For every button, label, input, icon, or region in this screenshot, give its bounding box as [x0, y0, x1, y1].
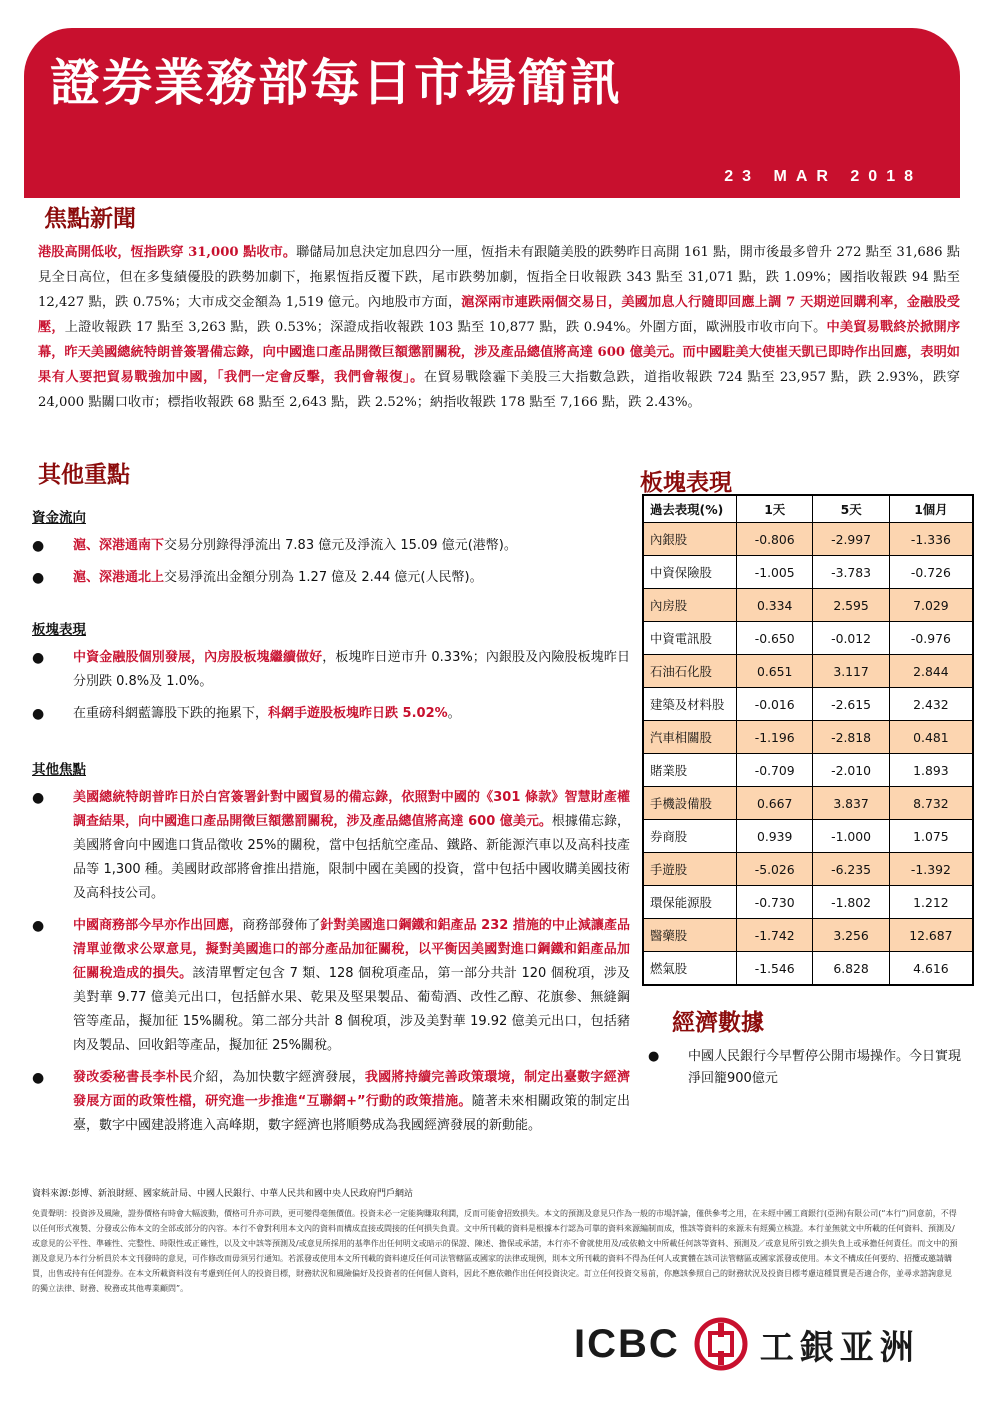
bullet-icon: ●	[32, 538, 45, 554]
highlight-text: 我國將持續完善政策環境，制定出臺數字經濟發展方面的政策性檔，研究進一步推進“互聯網+”行動的政策措施。	[73, 1070, 630, 1109]
section-label: 其他焦點	[32, 762, 86, 778]
sector-value: 2.432	[889, 688, 973, 721]
section-other-focus	[32, 758, 630, 1146]
report-date: 23 MAR 2018	[724, 168, 922, 185]
highlight-text: 發改委秘書長李朴民	[73, 1070, 193, 1085]
sector-name: 汽車相關股	[643, 721, 737, 754]
bullet-item	[32, 702, 630, 726]
disclaimer: 免責聲明：投資涉及風險，證券價格有時會大幅波動，價格可升亦可跌，更可變得毫無價值。投資未必一定能夠賺取利潤，反而可能會招致損失。本文的預測及意見只作為一般的市場評論，僅供參考之用，在未經中國工商銀行(亞洲)有限公司(“本行”)同意前，不得以任何形式複製、分發或公佈本文的全部或部分的內容。本行不會對利用本文內的資料而構成直接或間接的任何損失負責。文中所刊載的資料是根據本行認為可靠的資料來源編制而成，惟該等資料的來源未有經獨立核證。本行並無就文中所載的任何資料、預測及/或意見的公平性、準確性、完整性、時限性或正確性，以及文中該等預測及/或意見所採用的基準作出任何明文或暗示的保證、陳述、擔保或承諾，本行亦不會就使用及/或依賴文中所載任何該等資料、預測及／或意見所引致之損失負上或承擔任何責任。而文中的預測及意見乃本行分析員於本文刊發時的意見，可作修改而毋須另行通知。若派發或使用本文所刊載的資料違反任何司法管轄區或國家的法律或規例，則本文所刊載的資料不得為任何人或實體在該司法管轄區或國家派發或使用。本文不構成任何要約、招攬或邀請購買，出售或持有任何證券。在本文所載資料沒有考慮到任何人的投資目標，財務狀況和風險偏好及投資者的任何個人資料，因此不應依賴作出任何投資決定。訂立任何投資交易前，你應該參照自己的財務狀況及投資目標考慮這種買賣是否適合你，並尋求諮詢意見的獨立法律、財務、稅務或其他專業顧問”。	[32, 1209, 958, 1293]
economy-item	[648, 1046, 964, 1090]
highlight-text: 中資金融股個別發展，內房股板塊繼續做好	[73, 650, 323, 665]
section-label: 板塊表現	[32, 622, 86, 638]
data-source: 資料來源:彭博、新浪財經、國家統計局、中國人民銀行、中華人民共和國中央人民政府門戶網站	[32, 1189, 414, 1199]
highlight-text: 科網手遊股板塊昨日跌 5.02%	[268, 706, 448, 721]
sector-value: 1.893	[889, 754, 973, 787]
sector-name: 建築及材料股	[643, 688, 737, 721]
body-text: 介紹，為加快數字經濟發展，	[192, 1070, 365, 1085]
highlight-text: 滬、深港通南下	[73, 538, 165, 553]
sector-value: 3.256	[813, 919, 889, 952]
table-row	[643, 622, 973, 655]
sector-value: -0.012	[813, 622, 889, 655]
section-fund-flow	[32, 506, 630, 598]
body-text: 在貿易戰陰霾下美股三大指數急跌，道指收報跌 724 點至 23,957 點，跌 2.93%，跌穿 24,000 點關口收市；標指收報跌 68 點至 2,643 點，跌 2.52%；納指收報跌 178 點至 7,166 點，跌 2.43%。	[38, 370, 960, 410]
sector-value: -5.026	[737, 853, 813, 886]
sector-value: -1.392	[889, 853, 973, 886]
table-row	[643, 886, 973, 919]
body-text: 。	[447, 706, 461, 721]
logo-text-en: ICBC	[574, 1321, 680, 1366]
sector-value: -1.196	[737, 721, 813, 754]
section-sector-performance	[32, 618, 630, 734]
sector-value: -1.546	[737, 952, 813, 986]
sector-name: 燃氣股	[643, 952, 737, 986]
bullet-item	[32, 534, 630, 558]
sector-value: 3.837	[813, 787, 889, 820]
table-row	[643, 523, 973, 556]
body-text: 交易淨流出金額分別為 1.27 億及 2.44 億元(人民幣)。	[164, 570, 483, 585]
table-row	[643, 655, 973, 688]
body-text: 該清單暫定包含 7 類、128 個稅項產品，第一部分共計 120 個稅項，涉及美對華 9.77 億美元出口，包括鮮水果、乾果及堅果製品、葡萄酒、改性乙醇、花旗參、無縫鋼管等產品，擬加征 15%關稅。第二部分共計 8 個稅項，涉及美對華 19.92 億美元出口，包括豬肉及製品、回收鋁等產品，擬加征 25%關稅。	[73, 966, 630, 1053]
sector-value: -1.336	[889, 523, 973, 556]
table-row	[643, 589, 973, 622]
sector-value: 6.828	[813, 952, 889, 986]
focus-news-paragraph	[38, 240, 960, 415]
sector-value: 0.334	[737, 589, 813, 622]
table-row	[643, 820, 973, 853]
sector-value: -6.235	[813, 853, 889, 886]
highlight-text: 港股高開低收，恆指跌穿 31,000 點收市。	[38, 245, 297, 260]
sector-value: -2.010	[813, 754, 889, 787]
sector-name: 環保能源股	[643, 886, 737, 919]
sector-value: 1.212	[889, 886, 973, 919]
body-text: 隨著未來相關政策的制定出臺，數字中國建設將進入高峰期，數字經濟也將順勢成為我國經濟發展的新動能。	[73, 1094, 630, 1133]
sector-heading: 板塊表現	[640, 470, 732, 496]
col-header: 過去表現(%)	[643, 495, 737, 523]
bullet-item	[32, 786, 630, 906]
page-title: 證券業務部每日市場簡訊	[50, 54, 622, 112]
sector-table-header	[643, 495, 973, 523]
sector-value: 0.481	[889, 721, 973, 754]
highlight-text: 中美貿易戰終於掀開序幕，昨天美國總統特朗普簽署備忘錄，向中國進口產品開徵巨額懲罰關稅，涉及產品總值將高達 600 億美元。而中國駐美大使崔天凱已即時作出回應，表明如果有人要把貿易戰強加中國，「我們一定會反擊，我們會報復」。	[38, 320, 961, 385]
sector-value: 0.939	[737, 820, 813, 853]
bullet-item	[32, 566, 630, 590]
logo-text-cn: 工銀亚洲	[759, 1327, 920, 1368]
table-row	[643, 787, 973, 820]
bullet-icon: ●	[648, 1049, 660, 1064]
body-text: 商務部發佈了	[242, 918, 321, 933]
body-text: 聯儲局加息決定加息四分一厘，恆指未有跟隨美股的跌勢昨日高開 161 點，開市後最多曾升 272 點至 31,686 點見全日高位，但在多隻績優股的跌勢加劇下，拖累恆指反覆下跌，尾市跌勢加劇，恆指全日收報跌 343 點至 31,071 點，跌 1.09%；國指收報跌 94 點至 12,427 點，跌 0.75%；大市成交金額為 1,519 億元。內地股市方面，	[38, 245, 960, 310]
bullet-icon: ●	[32, 706, 45, 722]
bullet-icon: ●	[32, 570, 45, 586]
table-row	[643, 853, 973, 886]
sector-value: -0.976	[889, 622, 973, 655]
sector-value: -1.000	[813, 820, 889, 853]
sector-value: -0.016	[737, 688, 813, 721]
sector-value: 3.117	[813, 655, 889, 688]
sector-value: 7.029	[889, 589, 973, 622]
sector-value: 8.732	[889, 787, 973, 820]
body-text: 交易分別錄得淨流出 7.83 億元及淨流入 15.09 億元(港幣)。	[164, 538, 517, 553]
sector-value: 0.667	[737, 787, 813, 820]
bullet-item	[32, 646, 630, 694]
sector-value: -2.818	[813, 721, 889, 754]
body-text: 根據備忘錄，美國將會向中國進口貨品徵收 25%的關稅，當中包括航空產品、鐵路、新能源汽車以及高科技產品等 1,300 種。美國財政部將會推出措施，限制中國在美國的投資，當中包括中國收購美國技術及高科技公司。	[73, 814, 630, 901]
sector-value: -1.742	[737, 919, 813, 952]
col-header: 1個月	[889, 495, 973, 523]
highlight-text: 滬、深港通北上	[73, 570, 165, 585]
highlight-text: 滬深兩市連跌兩個交易日，美國加息人行隨即回應上調 7 天期逆回購利率，金融股受壓，	[38, 295, 960, 335]
highlight-text: 美國總統特朗普昨日於白宮簽署針對中國貿易的備忘錄，依照對中國的《301 條款》智慧財產權調查結果，向中國進口產品開徵巨額懲罰關稅，涉及產品總值將高達 600 億美元。	[73, 790, 630, 829]
bullet-item	[32, 1066, 630, 1138]
sector-name: 石油石化股	[643, 655, 737, 688]
sector-name: 中資保險股	[643, 556, 737, 589]
sector-value: -2.615	[813, 688, 889, 721]
bullet-icon: ●	[32, 1070, 45, 1086]
body-text: 在重磅科網藍籌股下跌的拖累下，	[73, 706, 269, 721]
table-row	[643, 754, 973, 787]
sector-value: 0.651	[737, 655, 813, 688]
bullet-icon: ●	[32, 790, 45, 806]
sector-value: -3.783	[813, 556, 889, 589]
sector-value: -0.730	[737, 886, 813, 919]
body-text: ，板塊昨日逆市升 0.33%；內銀股及內險股板塊昨日分別跌 0.8%及 1.0%。	[73, 650, 630, 689]
sector-value: -1.802	[813, 886, 889, 919]
sector-value: -0.709	[737, 754, 813, 787]
sector-name: 手遊股	[643, 853, 737, 886]
sector-name: 中資電訊股	[643, 622, 737, 655]
highlight-text: 中國商務部今早亦作出回應，	[73, 918, 243, 933]
highlight-text: 針對美國進口鋼鐵和鋁產品 232 措施的中止減讓產品清單並徵求公眾意見，擬對美國進口的部分產品加征關稅，以平衡因美國對進口鋼鐵和鋁產品加征關稅造成的損失。	[73, 918, 630, 981]
icbc-logo	[574, 1314, 920, 1374]
economy-text: 中國人民銀行今早暫停公開市場操作。今日實現淨回籠900億元	[688, 1049, 962, 1086]
bullet-icon: ●	[32, 918, 45, 934]
bullet-item	[32, 914, 630, 1058]
section-label: 資金流向	[32, 510, 86, 526]
sector-value: 1.075	[889, 820, 973, 853]
table-row	[643, 688, 973, 721]
other-heading: 其他重點	[38, 462, 130, 488]
sector-table	[642, 494, 974, 986]
table-row	[643, 952, 973, 986]
bullet-icon: ●	[32, 650, 45, 666]
icbc-emblem-icon	[694, 1317, 748, 1371]
col-header: 5天	[813, 495, 889, 523]
sector-name: 賭業股	[643, 754, 737, 787]
table-row	[643, 721, 973, 754]
body-text: 上證收報跌 17 點至 3,263 點，跌 0.53%；深證成指收報跌 103 點至 10,877 點，跌 0.94%。外圍方面，歐洲股市收市向下。	[64, 320, 827, 335]
focus-heading: 焦點新聞	[44, 206, 136, 232]
sector-value: -1.005	[737, 556, 813, 589]
sector-value: 2.595	[813, 589, 889, 622]
sector-value: 4.616	[889, 952, 973, 986]
sector-name: 手機設備股	[643, 787, 737, 820]
sector-name: 內銀股	[643, 523, 737, 556]
sector-name: 醫藥股	[643, 919, 737, 952]
economy-heading: 經濟數據	[672, 1010, 764, 1036]
sector-name: 內房股	[643, 589, 737, 622]
table-row	[643, 556, 973, 589]
sector-value: -2.997	[813, 523, 889, 556]
sector-name: 券商股	[643, 820, 737, 853]
col-header: 1天	[737, 495, 813, 523]
sector-value: -0.806	[737, 523, 813, 556]
sector-value: 12.687	[889, 919, 973, 952]
sector-value: -0.726	[889, 556, 973, 589]
sector-value: 2.844	[889, 655, 973, 688]
sector-value: -0.650	[737, 622, 813, 655]
table-row	[643, 919, 973, 952]
